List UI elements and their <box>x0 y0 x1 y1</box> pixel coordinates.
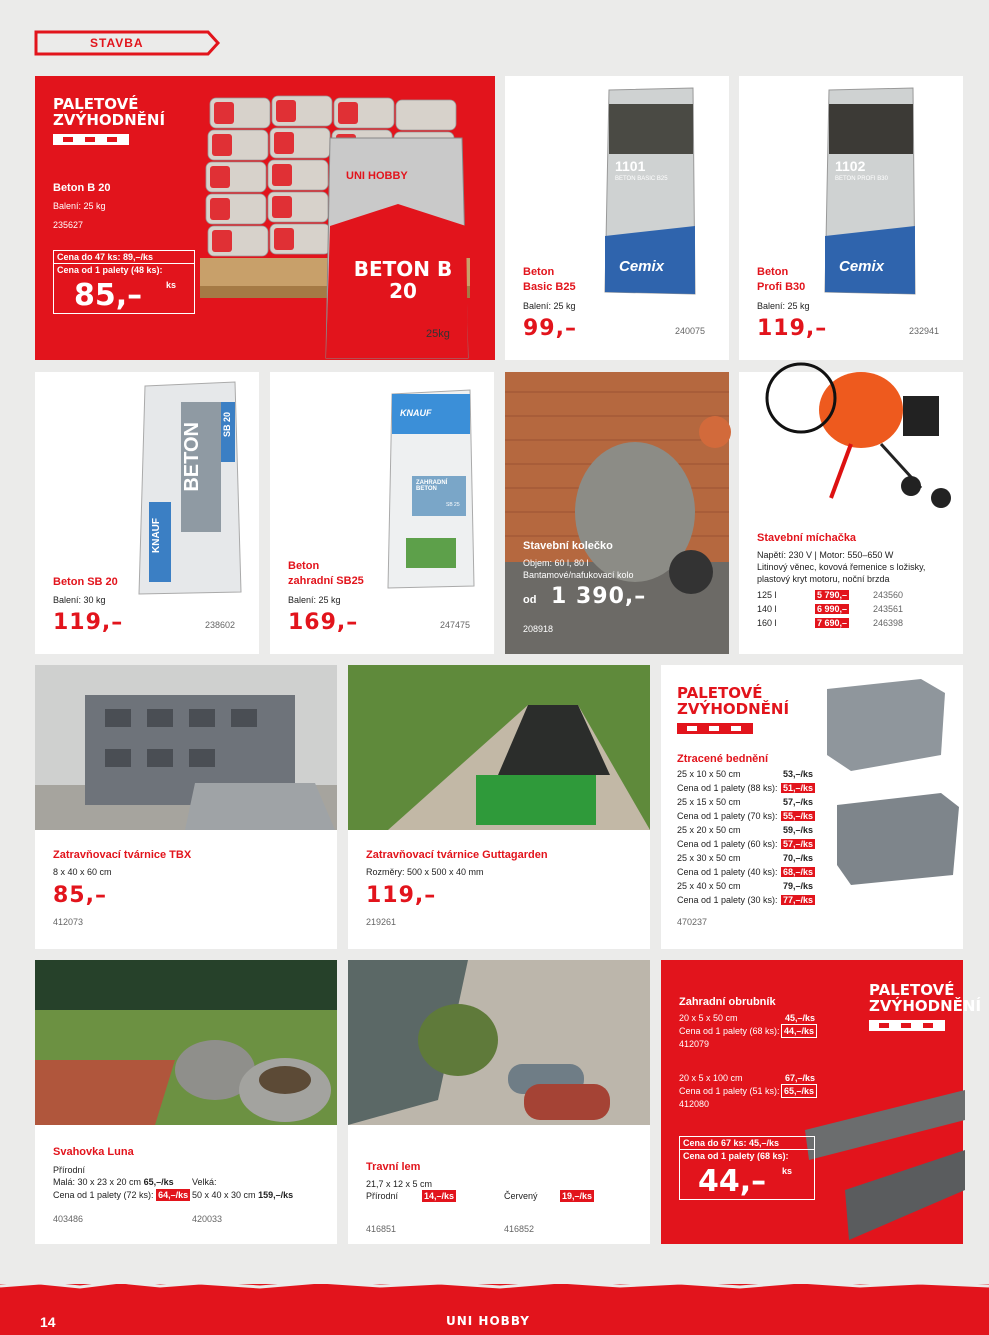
offer-box <box>679 1136 815 1200</box>
product-code-1: 416851 <box>366 1224 397 1234</box>
product-title: Stavební kolečko <box>523 540 613 552</box>
product-code-1: 403486 <box>53 1214 84 1224</box>
variant-a-price: 45,–/ks <box>785 1013 816 1023</box>
variant-label: Cena od 1 palety (30 ks): <box>677 895 778 905</box>
zvyhodneni-label: ZVÝHODNĚNÍ <box>677 700 790 718</box>
mala-pallet <box>53 1189 190 1201</box>
product-title: Zatravňovací tvárnice Guttagarden <box>366 849 548 861</box>
product-code: 238602 <box>205 620 236 630</box>
offer-box <box>53 250 195 314</box>
paletove-label: PALETOVÉ <box>677 684 763 702</box>
product-title: Zatravňovací tvárnice TBX <box>53 849 192 861</box>
product-pack: Balení: 30 kg <box>53 595 106 605</box>
grass-grid-photo <box>348 665 650 830</box>
variant-volume: 125 l <box>757 590 777 600</box>
variant-row <box>757 590 957 604</box>
product-title: Zahradní obrubník <box>679 996 776 1008</box>
bag-number: 1102 <box>835 158 866 174</box>
product-card-beton-b20[interactable] <box>35 76 495 360</box>
variant-a-size: 20 x 5 x 50 cm <box>679 1013 738 1023</box>
cement-bags-illustration <box>200 86 492 358</box>
big-price-unit: ks <box>782 1166 793 1176</box>
product-title-line1: Beton <box>523 266 555 278</box>
torn-edge-decoration <box>0 1280 989 1290</box>
mala-pallet-price: 64,–/ks <box>158 1190 189 1200</box>
variant-a-code: 412079 <box>679 1039 710 1049</box>
variant-1-price: 14,–/ks <box>424 1191 455 1201</box>
paletove-badge <box>53 95 166 145</box>
velka-info <box>192 1189 293 1201</box>
velka-label: Velká: <box>192 1177 217 1187</box>
variant-row <box>677 853 837 867</box>
paletove-badge <box>677 684 790 734</box>
variant-1-label: Přírodní <box>366 1191 399 1201</box>
product-code: 232941 <box>909 326 940 336</box>
product-pack: Balení: 25 kg <box>53 201 106 211</box>
variant-list <box>757 590 957 636</box>
product-title-line2: Profi B30 <box>757 281 806 293</box>
velka-size: 50 x 40 x 30 cm <box>192 1190 256 1200</box>
paletove-badge <box>869 981 982 1031</box>
variant-1 <box>366 1190 636 1204</box>
product-card-zatravnovaci-tbx[interactable] <box>35 665 337 949</box>
bag-product-name: BETON B 20 <box>353 257 453 303</box>
product-line-2: Litinový věnec, kovová řemenice s ložisky, <box>757 562 926 572</box>
formwork-block-image <box>821 675 961 875</box>
offer-line-2-text: Cena od 1 palety (68 ks): <box>683 1151 789 1161</box>
product-price: 1 390,– <box>551 584 647 609</box>
product-card-travni-lem[interactable] <box>348 960 650 1244</box>
variant-row <box>677 825 837 839</box>
variant-price: 6 990,– <box>817 604 848 614</box>
velka-price: 159,–/ks <box>258 1190 294 1200</box>
variant-price: 57,–/ks <box>783 797 814 807</box>
variant-row <box>677 881 837 895</box>
product-title: Ztracené bednění <box>677 753 769 765</box>
variant-price: 79,–/ks <box>783 881 814 891</box>
big-price: 85,– <box>74 278 143 313</box>
product-code: 247475 <box>440 620 471 630</box>
variant-2-label: Červený <box>504 1191 538 1201</box>
product-card-beton-sb20[interactable] <box>35 372 259 654</box>
product-image-cement-pallet <box>200 86 492 358</box>
product-title: Beton SB 20 <box>53 576 118 588</box>
product-card-zahradni-obrubnik[interactable] <box>661 960 982 1244</box>
lawn-edge-photo <box>348 960 650 1125</box>
product-line-1: Napětí: 230 V | Motor: 550–650 W <box>757 550 894 560</box>
bag-name: BETON <box>181 422 203 492</box>
offer-line-2-text: Cena od 1 palety (48 ks): <box>57 265 163 275</box>
product-price: 85,– <box>53 883 107 908</box>
product-price: 99,– <box>523 316 577 341</box>
product-title: Stavební míchačka <box>757 532 857 544</box>
variant-b-price: 67,–/ks <box>785 1073 816 1083</box>
product-line-3: plastový kryt motoru, noční brzda <box>757 574 890 584</box>
variant-price: 70,–/ks <box>783 853 814 863</box>
product-line-2: Bantamové/nafukovací kolo <box>523 570 634 580</box>
product-code-2: 420033 <box>192 1214 223 1224</box>
variant-label: 25 x 40 x 50 cm <box>677 881 741 891</box>
price-from-label: od <box>523 594 537 606</box>
product-card-stavebni-kolecko[interactable] <box>505 372 729 654</box>
product-card-beton-profi-b30[interactable] <box>739 76 963 360</box>
big-price-unit: ks <box>166 280 177 290</box>
page-number: 14 <box>40 1314 56 1330</box>
uni-hobby-logo: UNI HOBBY <box>446 1314 530 1328</box>
bag-brand: KNAUF <box>151 518 162 553</box>
product-card-beton-zahradni-sb25[interactable] <box>270 372 494 654</box>
product-title: Travní lem <box>366 1161 421 1173</box>
variant-price: 68,–/ks <box>783 867 814 877</box>
product-card-ztracene-bedneni[interactable] <box>661 665 963 949</box>
product-code: 208918 <box>523 624 554 634</box>
variant-b-code: 412080 <box>679 1099 710 1109</box>
variant-label: 25 x 20 x 50 cm <box>677 825 741 835</box>
product-title-line2: zahradní SB25 <box>288 575 364 587</box>
variant-row <box>677 811 837 825</box>
variant-a-pallet-price: 44,–/ks <box>781 1024 817 1038</box>
product-size: 21,7 x 12 x 5 cm <box>366 1179 433 1189</box>
bag-number: 1101 <box>615 158 646 174</box>
bag-brand: Cemix <box>839 258 885 275</box>
product-title-line2: Basic B25 <box>523 281 576 293</box>
bag-brand: KNAUF <box>400 408 432 418</box>
grass-paver-photo <box>35 665 337 830</box>
variant-2-price: 19,–/ks <box>562 1191 593 1201</box>
product-image-bag <box>601 86 697 296</box>
product-code: 412073 <box>53 917 84 927</box>
variant-label: 25 x 15 x 50 cm <box>677 797 741 807</box>
variant-code: 243561 <box>873 604 904 614</box>
product-pack: Balení: 25 kg <box>288 595 341 605</box>
bag-sub: SB 20 <box>222 412 232 438</box>
product-code-2: 416852 <box>504 1224 535 1234</box>
variant-code: 246398 <box>873 618 904 628</box>
variant-price: 53,–/ks <box>783 769 814 779</box>
product-size: Rozměry: 500 x 500 x 40 mm <box>366 867 484 877</box>
big-price: 44,– <box>698 1164 767 1199</box>
zvyhodneni-label: ZVÝHODNĚNÍ <box>869 997 982 1015</box>
mala-pallet-label: Cena od 1 palety (72 ks): <box>53 1190 154 1200</box>
bag-name: ZAHRADNÍ BETON <box>416 480 448 492</box>
cement-mixer-image <box>761 348 961 508</box>
variant-row <box>677 895 837 909</box>
product-card-beton-basic-b25[interactable] <box>505 76 729 360</box>
product-code: 235627 <box>53 220 84 230</box>
variant-b-size: 20 x 5 x 100 cm <box>679 1073 743 1083</box>
variant-row <box>677 769 837 783</box>
product-card-guttagarden[interactable] <box>348 665 650 949</box>
product-code: 470237 <box>677 917 708 927</box>
pallet-icon <box>869 1020 945 1031</box>
variant-volume: 160 l <box>757 618 777 628</box>
mala-size: Malá: 30 x 23 x 20 cm <box>53 1177 142 1187</box>
product-price: 119,– <box>53 610 124 635</box>
bag-brand: Cemix <box>619 258 665 275</box>
variant-row <box>677 839 837 853</box>
product-pack: Balení: 25 kg <box>523 301 576 311</box>
product-price: 169,– <box>288 610 359 635</box>
bag-brand: UNI HOBBY <box>346 170 408 182</box>
variant-row <box>757 618 957 632</box>
section-tag <box>34 30 220 56</box>
product-title: Svahovka Luna <box>53 1146 134 1158</box>
product-image-bag <box>386 388 476 588</box>
variant-label: Cena od 1 palety (40 ks): <box>677 867 778 877</box>
offer-line-2 <box>679 1150 815 1200</box>
product-code: 240075 <box>675 326 706 336</box>
variant-code: 243560 <box>873 590 904 600</box>
paletove-label: PALETOVÉ <box>53 95 139 113</box>
bag-sub: SB 25 <box>446 502 460 508</box>
bag-name: BETON PROFI B30 <box>835 176 888 182</box>
footer-bar <box>0 1284 989 1335</box>
product-price: 119,– <box>366 883 437 908</box>
variant-row <box>757 604 957 618</box>
pallet-icon <box>53 134 129 145</box>
variant-label: Cena od 1 palety (70 ks): <box>677 811 778 821</box>
product-card-stavebni-michacka[interactable] <box>739 372 963 654</box>
product-pack: Balení: 25 kg <box>757 301 810 311</box>
variant-a-pallet: Cena od 1 palety (68 ks): <box>679 1026 780 1036</box>
product-size: 8 x 40 x 60 cm <box>53 867 112 877</box>
offer-line-1: Cena do 47 ks: 89,–/ks <box>53 250 195 264</box>
pallet-icon <box>677 723 753 734</box>
product-sub: Přírodní <box>53 1165 86 1175</box>
product-image-bag <box>131 382 243 594</box>
variant-label: Cena od 1 palety (88 ks): <box>677 783 778 793</box>
paletove-label: PALETOVÉ <box>869 981 955 999</box>
variant-price: 57,–/ks <box>783 839 814 849</box>
product-card-svahovka-luna[interactable] <box>35 960 337 1244</box>
product-line-1: Objem: 60 l, 80 l <box>523 558 589 568</box>
variant-volume: 140 l <box>757 604 777 614</box>
variant-row <box>677 867 837 881</box>
section-title: STAVBA <box>90 36 144 50</box>
svahovka-photo <box>35 960 337 1125</box>
product-title: Beton B 20 <box>53 182 111 194</box>
product-image-bag <box>821 86 917 296</box>
variant-price: 51,–/ks <box>783 783 814 793</box>
product-price: 119,– <box>757 316 828 341</box>
variant-list <box>677 769 837 913</box>
variant-label: 25 x 10 x 50 cm <box>677 769 741 779</box>
mala-label <box>53 1176 174 1188</box>
variant-label: Cena od 1 palety (60 ks): <box>677 839 778 849</box>
variant-b-pallet: Cena od 1 palety (51 ks): <box>679 1086 780 1096</box>
bag-name: BETON BASIC B25 <box>615 176 668 182</box>
variant-b-pallet-price: 65,–/ks <box>781 1084 817 1098</box>
variant-price: 77,–/ks <box>783 895 814 905</box>
variant-price: 55,–/ks <box>783 811 814 821</box>
variant-row <box>677 797 837 811</box>
variant-price: 5 790,– <box>817 590 848 600</box>
zvyhodneni-label: ZVÝHODNĚNÍ <box>53 111 166 129</box>
variant-label: 25 x 30 x 50 cm <box>677 853 741 863</box>
variant-price: 59,–/ks <box>783 825 814 835</box>
bag-weight: 25kg <box>426 328 450 340</box>
variant-row <box>677 783 837 797</box>
offer-line-2 <box>53 264 195 314</box>
product-title-line1: Beton <box>288 560 320 572</box>
wheelbarrow-photo <box>505 372 729 654</box>
offer-line-1: Cena do 67 ks: 45,–/ks <box>679 1136 815 1150</box>
product-title-line1: Beton <box>757 266 789 278</box>
mala-price: 65,–/ks <box>143 1177 174 1187</box>
product-code: 219261 <box>366 917 397 927</box>
variant-price: 7 690,– <box>817 618 848 628</box>
